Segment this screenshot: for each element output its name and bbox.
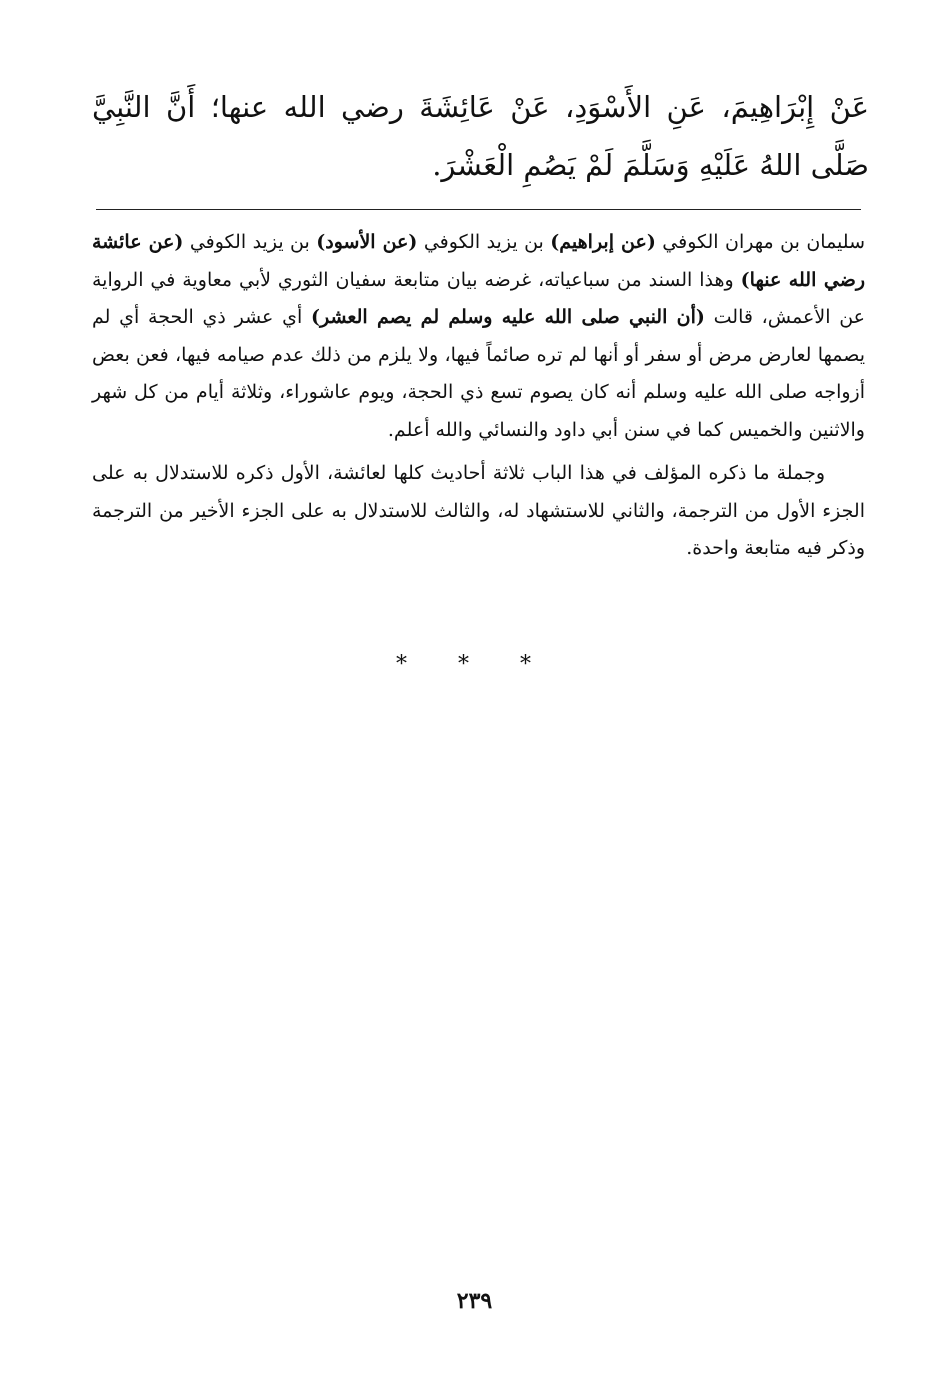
- commentary-quote: (عن الأسود): [316, 231, 418, 253]
- page-number: ٢٣٩: [456, 1288, 493, 1314]
- commentary-text: وهذا السند من سباعياته، غرضه بيان متابعة سفيان الثوري لأبي معاوية في الرواية عن الأعمش، قالت: [92, 268, 865, 328]
- commentary-quote: (عن إبراهيم): [550, 231, 656, 253]
- commentary-text: بن يزيد الكوفي: [183, 231, 317, 253]
- commentary-quote: (أن النبي صلى الله عليه وسلم لم يصم العشر): [311, 306, 705, 328]
- section-separator: * * *: [396, 652, 553, 677]
- commentary-paragraph-1: [92, 224, 865, 449]
- hadith-text: [92, 78, 869, 194]
- commentary-text: سليمان بن مهران الكوفي: [655, 231, 865, 253]
- commentary-paragraph-2: وجملة ما ذكره المؤلف في هذا الباب ثلاثة أحاديث كلها لعائشة، الأول ذكره للاستدلال به على الجزء الأول من الترجمة، والثاني للاستشهاد له، والثالث للاستدلال به على الجزء الأخير من الترجمة وذكر فيه متابعة واحدة.: [92, 462, 865, 559]
- footnote-divider: [96, 209, 861, 210]
- commentary-text: بن يزيد الكوفي: [417, 231, 551, 253]
- commentary-text: أي عشر ذي الحجة أي لم يصمها لعارض مرض أو سفر أو أنها لم تره صائماً فيها، ولا يلزم من ذلك عدم صيامه فيها، فعن بعض أزواجه صلى الله عليه وسلم أنه كان يصوم تسع ذي الحجة، ويوم عاشوراء، وثلاثة أيام من كل شهر والاثنين والخميس كما في سنن أبي داود والنسائي والله أعلم.: [92, 306, 865, 441]
- commentary-quote: (عن عائشة رضي الله عنها): [92, 231, 866, 291]
- commentary-block: [92, 224, 865, 568]
- hadith-line: عَنْ إِبْرَاهِيمَ، عَنِ الأَسْوَدِ، عَنْ عَائِشَةَ رضي الله عنها؛ أَنَّ النَّبِيَّ صَلَّى اللهُ عَلَيْهِ وَسَلَّمَ لَمْ يَصُمِ الْعَشْرَ.: [92, 90, 869, 182]
